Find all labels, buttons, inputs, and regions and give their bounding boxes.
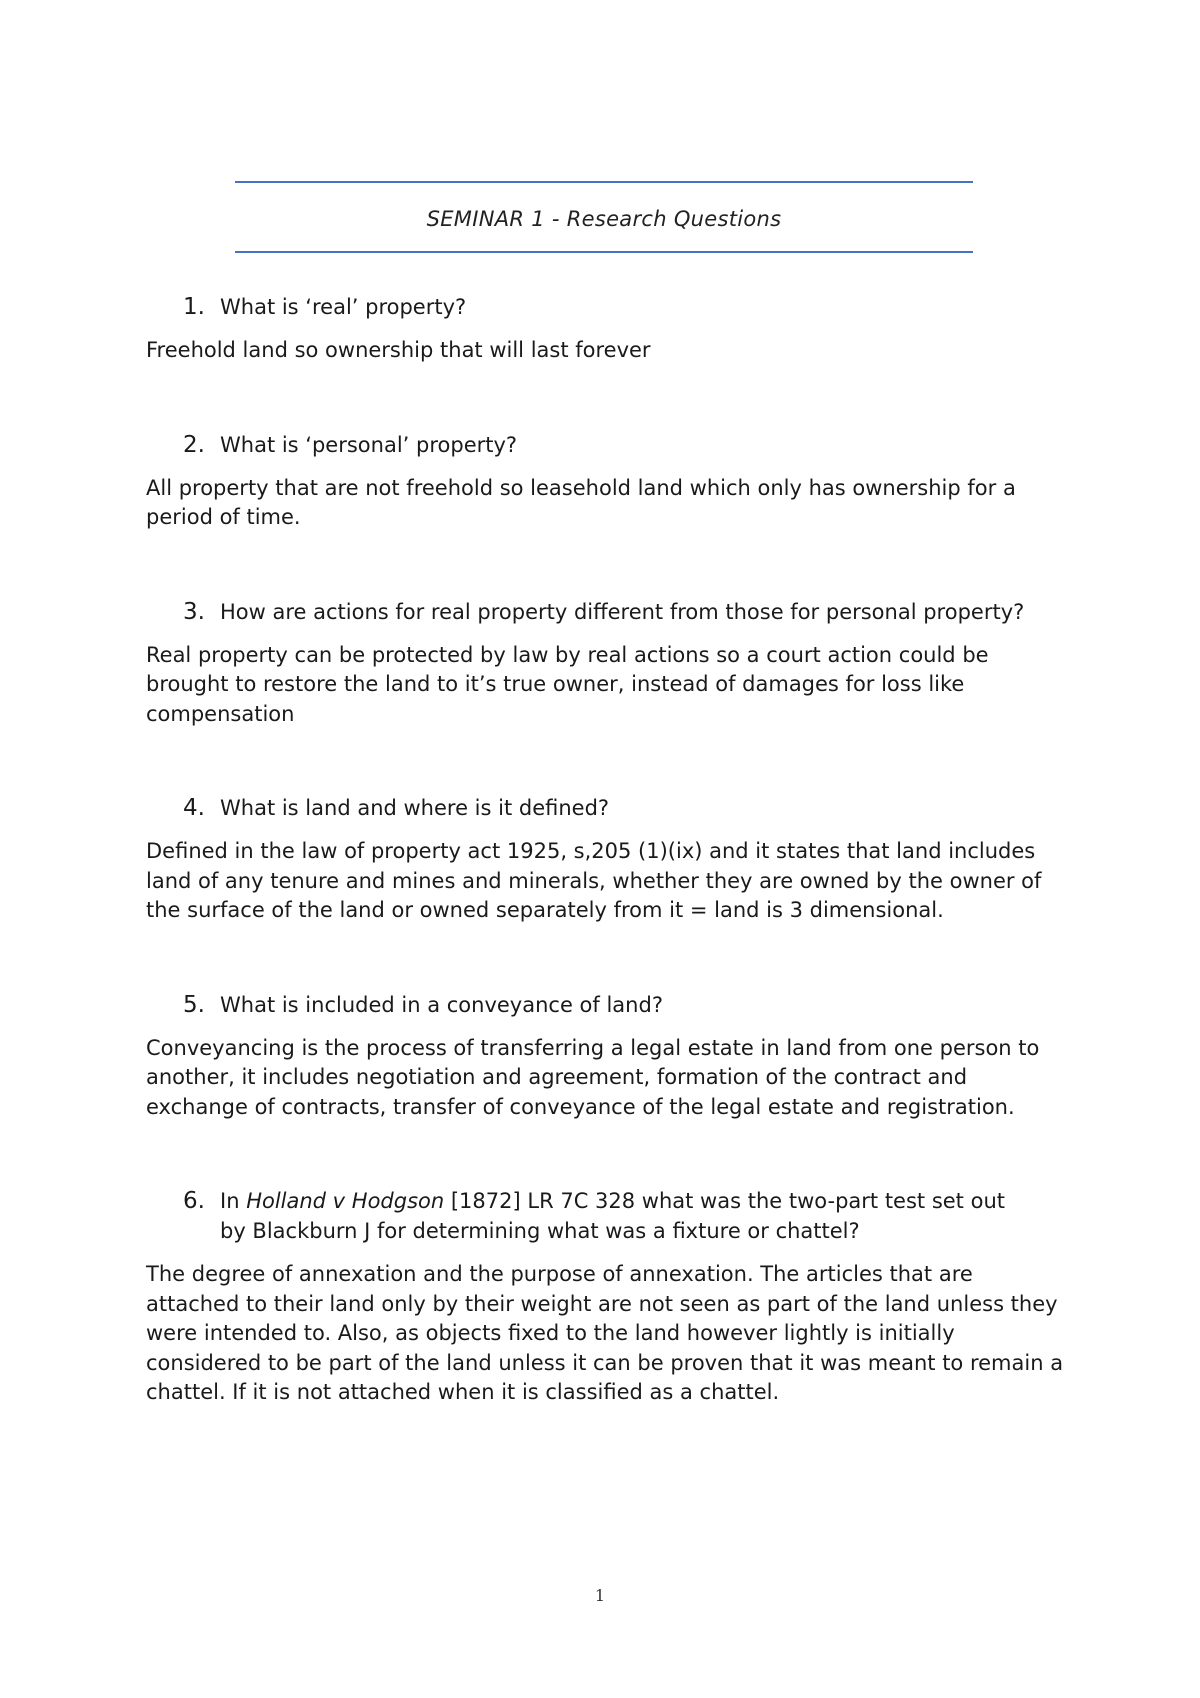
page-number: 1 bbox=[594, 1586, 606, 1605]
question-item-2 bbox=[146, 430, 1066, 533]
question-text: What is ‘real’ property? bbox=[220, 295, 467, 319]
title-block bbox=[235, 181, 973, 253]
question-text: What is land and where is it defined? bbox=[220, 796, 610, 820]
answer-text: Real property can be protected by law by real actions so a court action could be brought to restore the land to it’s true owner, instead of damages for loss like compensation bbox=[146, 642, 989, 726]
question-item-1 bbox=[146, 292, 1066, 366]
answer-text: Defined in the law of property act 1925, s,205 (1)(ix) and it states that land includes land of any tenure and mines and minerals, whether they are owned by the owner of the surface of the land or owned separately from it = land is 3 dimensional. bbox=[146, 839, 1042, 922]
question-number: 4. bbox=[183, 795, 205, 821]
question bbox=[183, 793, 1026, 823]
question-item-4 bbox=[146, 793, 1066, 926]
question-number: 1. bbox=[183, 294, 205, 320]
answer-text: All property that are not freehold so leasehold land which only has ownership for a period of time. bbox=[146, 475, 1016, 529]
question-text bbox=[220, 1186, 1026, 1246]
answer-text: Freehold land so ownership that will last forever bbox=[146, 338, 651, 362]
question bbox=[183, 1186, 1026, 1246]
answer-text: Conveyancing is the process of transferring a legal estate in land from one person to another, it includes negotiation and agreement, formation of the contract and exchange of contracts, transfer of conveyance of the legal estate and registration. bbox=[146, 1035, 1040, 1119]
question-text: What is ‘personal’ property? bbox=[220, 432, 518, 457]
question-number: 2. bbox=[183, 431, 205, 458]
question-list bbox=[146, 292, 1066, 1472]
question-number: 5. bbox=[183, 991, 205, 1018]
question bbox=[183, 597, 1026, 627]
question-number: 6. bbox=[183, 1188, 205, 1214]
question bbox=[183, 990, 1026, 1020]
question-item-6 bbox=[146, 1186, 1066, 1408]
question-number: 3. bbox=[183, 598, 205, 625]
question-prefix: In bbox=[220, 1189, 247, 1213]
answer-text: The degree of annexation and the purpose of annexation. The articles that are attached to their land only by their weight are not seen as part of the land unless they were intended to. Also, as objects fixed to the land however lightly is initially considered to be part of the land unless it can be proven that it was meant to remain a chattel. If it is not attached when it is classified as a chattel. bbox=[146, 1262, 1064, 1404]
question bbox=[183, 430, 1026, 460]
question-item-5 bbox=[146, 990, 1066, 1123]
question-text: How are actions for real property different from those for personal property? bbox=[220, 599, 1025, 624]
case-name: Holland v Hodgson bbox=[246, 1189, 445, 1213]
question-text: What is included in a conveyance of land? bbox=[220, 992, 663, 1017]
question bbox=[183, 292, 1026, 322]
question-item-3 bbox=[146, 597, 1066, 730]
page-title: SEMINAR 1 - Research Questions bbox=[426, 207, 782, 231]
question-suffix: [1872] LR 7C 328 what was the two-part test set out by Blackburn J for determining what was a fixture or chattel? bbox=[220, 1189, 1005, 1243]
